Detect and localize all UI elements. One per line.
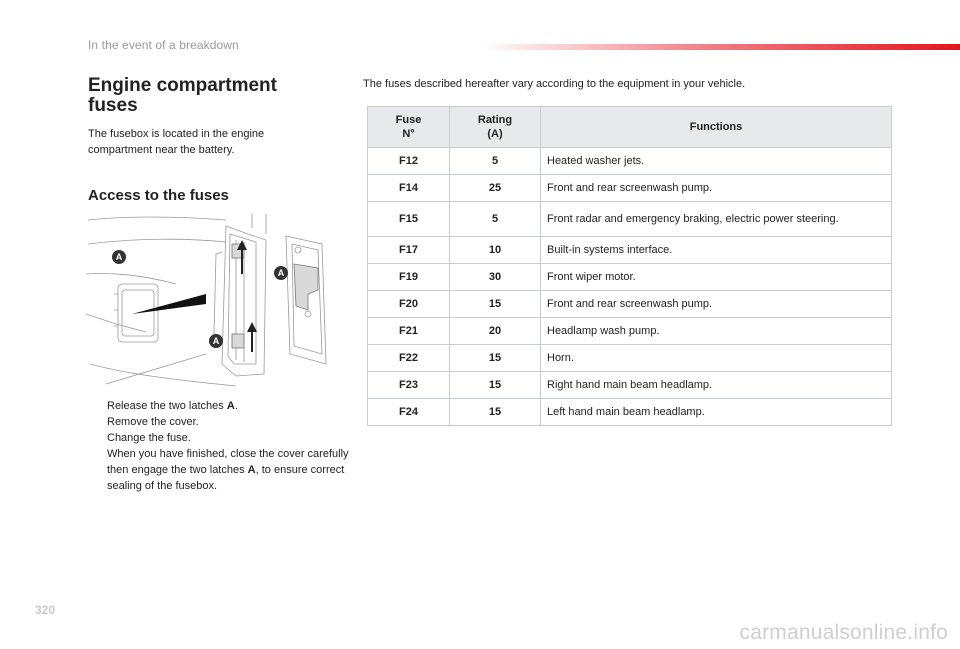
header-fuse-line1: Fuse [395,114,422,126]
page-number: 320 [35,603,56,617]
step-latch-ref: A [226,400,235,412]
fuse-number: F14 [368,175,450,202]
step-item [88,446,350,494]
fuse-rating: 15 [450,399,541,426]
fuse-function: Heated washer jets. [541,148,892,175]
table-row [368,399,892,426]
step-text: Change the fuse. [107,432,191,444]
fuse-number: F24 [368,399,450,426]
table-row [368,202,892,237]
fuse-rating: 5 [450,148,541,175]
table-row [368,148,892,175]
fuse-number: F12 [368,148,450,175]
fuse-number: F22 [368,345,450,372]
fuse-rating: 20 [450,318,541,345]
section-header: In the event of a breakdown [88,38,239,52]
fuse-rating: 10 [450,237,541,264]
step-item [88,414,350,430]
table-row [368,291,892,318]
fuse-function: Front and rear screenwash pump. [541,291,892,318]
fuse-function: Right hand main beam headlamp. [541,372,892,399]
fuse-number: F23 [368,372,450,399]
fuse-number: F21 [368,318,450,345]
table-row [368,345,892,372]
fuse-number: F15 [368,202,450,237]
fuse-table [367,106,892,426]
step-text: Remove the cover. [107,416,199,428]
fusebox-diagram [86,214,336,389]
instruction-steps [88,398,350,494]
fuse-number: F19 [368,264,450,291]
header-rating-line1: Rating [477,114,513,126]
diagram-label-a: A [112,250,126,264]
step-latch-ref: A [247,464,256,476]
header-functions: Functions [541,107,892,148]
intro-text: The fusebox is located in the engine compartment near the battery. [88,128,265,156]
fuse-rating: 15 [450,291,541,318]
diagram-label-a: A [209,334,223,348]
step-text: When you have finished, close the cover carefully then engage the two latches [107,448,349,476]
fuse-function: Left hand main beam headlamp. [541,399,892,426]
table-intro: The fuses described hereafter vary according to the equipment in your vehicle. [363,78,746,90]
diagram-label-a: A [274,266,288,280]
table-row [368,318,892,345]
step-text-end: . [234,400,238,412]
header-rating-line2: (A) [487,128,503,140]
header-accent-rule [480,44,960,50]
fuse-function: Front and rear screenwash pump. [541,175,892,202]
fuse-rating: 15 [450,345,541,372]
watermark: carmanualsonline.info [739,621,948,644]
fuse-function: Horn. [541,345,892,372]
header-fuse-line2: N° [402,128,415,140]
fuse-rating: 5 [450,202,541,237]
header-rating [450,107,541,148]
fuse-number: F20 [368,291,450,318]
fuse-function: Headlamp wash pump. [541,318,892,345]
fuse-function: Front wiper motor. [541,264,892,291]
step-item [88,430,350,446]
table-row [368,237,892,264]
fuse-function: Front radar and emergency braking, electric power steering. [541,202,892,237]
fuse-rating: 30 [450,264,541,291]
table-row [368,372,892,399]
fuse-number: F17 [368,237,450,264]
header-fuse [368,107,450,148]
access-subtitle: Access to the fuses [88,187,229,204]
step-item [88,398,350,414]
fuse-rating: 15 [450,372,541,399]
table-header-row [368,107,892,148]
table-row [368,264,892,291]
fuse-function: Built-in systems interface. [541,237,892,264]
step-text: Release the two latches [107,400,227,412]
table-row [368,175,892,202]
fuse-rating: 25 [450,175,541,202]
step-text-end: , to ensure correct sealing of the fusebox. [107,464,345,492]
page-title: Engine compartment fuses [88,75,277,116]
